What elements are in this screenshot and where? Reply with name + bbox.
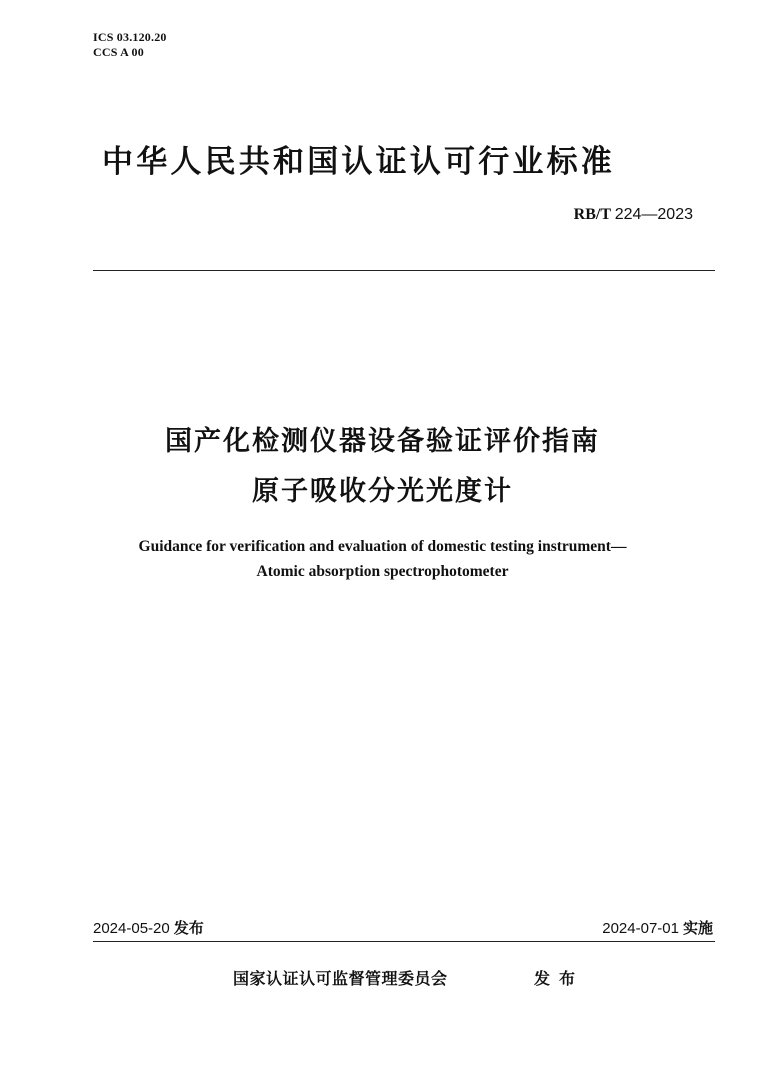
publish-date-block (93, 917, 204, 938)
issuing-authority: 国家认证认可监督管理委员会 (233, 969, 448, 988)
standard-number (574, 206, 693, 224)
ics-code: ICS 03.120.20 (93, 30, 167, 44)
ccs-code: CCS A 00 (93, 45, 144, 59)
implement-date-block (602, 917, 713, 938)
issue-word: 发布 (534, 969, 585, 988)
footer-divider (93, 941, 715, 942)
publish-label: 发布 (173, 919, 204, 937)
english-title-line-1: Guidance for verification and evaluation of domestic testing instrument— (138, 538, 627, 555)
implement-date: 2024-07-01 (602, 920, 679, 937)
chinese-title-line-1: 国产化检测仪器设备验证评价指南 (165, 426, 600, 457)
standard-number-value: 224—2023 (614, 206, 693, 223)
english-title-line-2: Atomic absorption spectrophotometer (256, 563, 509, 580)
chinese-title-line-2: 原子吸收分光光度计 (252, 476, 513, 507)
publish-date: 2024-05-20 (93, 920, 170, 937)
implement-label: 实施 (682, 919, 713, 937)
standard-prefix: RB/T (573, 206, 611, 223)
header-divider (93, 270, 715, 271)
industry-standard-heading: 中华人民共和国认证认可行业标准 (102, 144, 615, 180)
